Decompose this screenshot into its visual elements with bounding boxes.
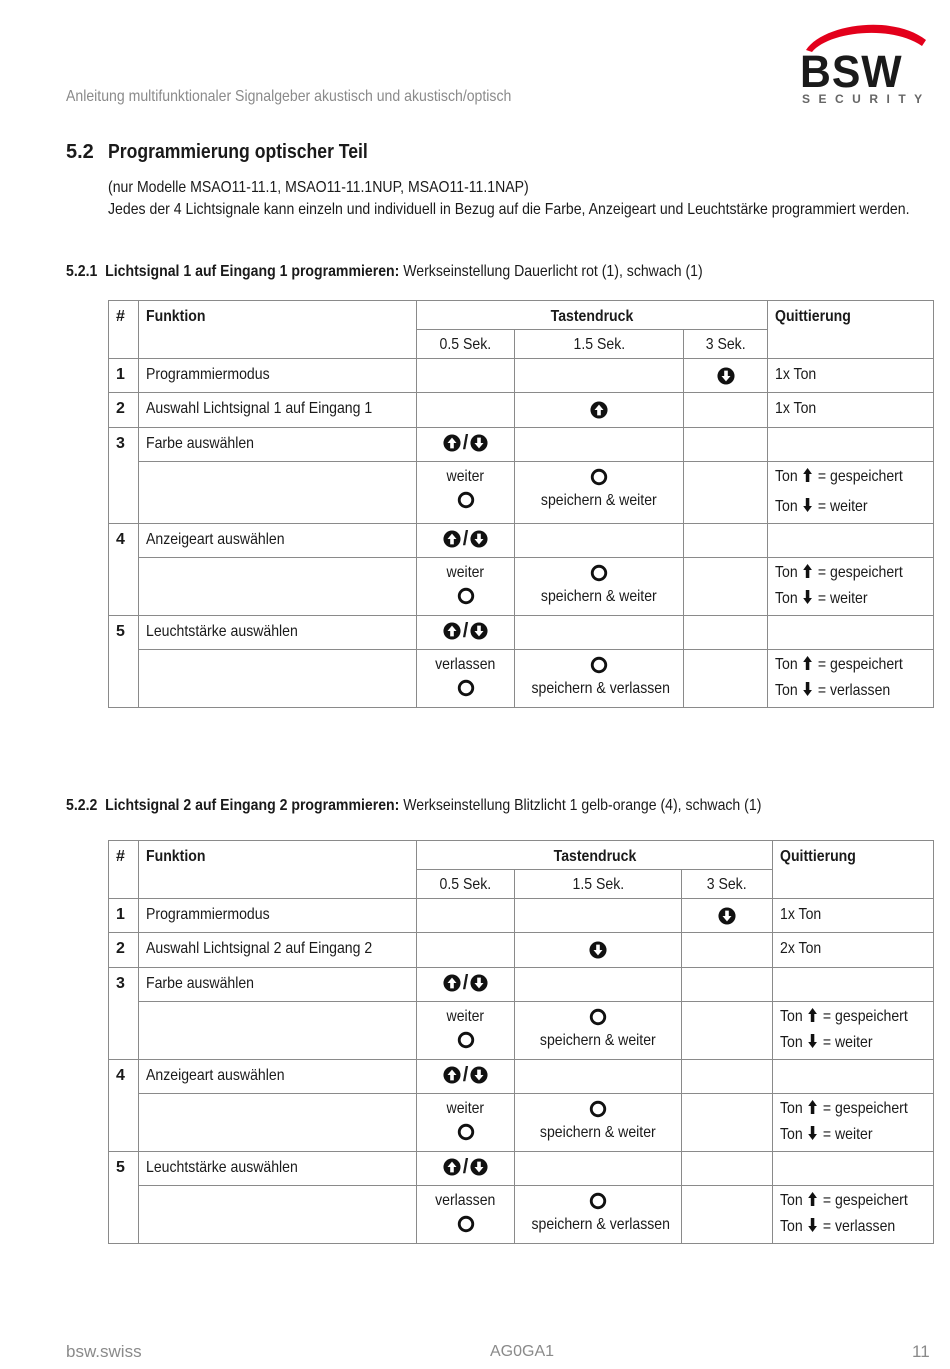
document-header-subtitle [66,88,572,106]
col-header-acknowledgement: Quittierung [773,841,934,899]
tone-down-icon [803,590,812,604]
col-header-0-5-sec: 0.5 Sek. [417,330,515,359]
tone-up-icon [808,1100,817,1114]
table-row [109,393,934,428]
col-header-3-sec: 3 Sek. [684,330,768,359]
up-down-buttons: / [443,622,489,640]
row-function: Leuchtstärke auswählen [139,616,417,650]
table-row [109,524,934,558]
table-row [109,1186,934,1244]
row-acknowledgement: 1x Ton [768,359,934,393]
col-header-function: Funktion [139,841,417,899]
footer-document-code: AG0GA1 [490,1343,555,1360]
subsection-heading-1 [66,263,790,281]
subsection-number: 5.2.1 [66,263,98,280]
row-acknowledgement: Ton = gespeichert Ton = weiter [768,558,934,616]
up-down-buttons: / [443,974,489,992]
table-row [109,1060,934,1094]
button-down-icon [589,941,607,959]
table-row [109,359,934,393]
row-function: Auswahl Lichtsignal 2 auf Eingang 2 [139,933,417,968]
button-down-icon [470,622,488,640]
button-down-icon [470,530,488,548]
row-number: 2 [109,933,139,968]
button-ring-icon [457,587,475,605]
button-ring-icon [457,1123,475,1141]
button-ring-icon [457,1031,475,1049]
table-row [109,428,934,462]
tone-down-icon [803,682,812,696]
subsection-heading-default: Werkseinstellung Dauerlicht rot (1), schwach (1) [403,263,703,280]
row-number: 5 [109,616,139,708]
button-ring-icon [589,1100,607,1118]
row-number: 1 [109,359,139,393]
section-intro [108,177,938,221]
button-ring-icon [457,1215,475,1233]
table-row [109,1002,934,1060]
col-header-0-5-sec: 0.5 Sek. [417,870,515,899]
button-down-icon [470,974,488,992]
row-acknowledgement: 1x Ton [768,393,934,428]
col-header-num: # [109,301,139,359]
action-label: verlassen [435,1192,496,1209]
row-number: 2 [109,393,139,428]
header-subtitle-text: Anleitung multifunktionaler Signalgeber akustisch und akustisch/optisch [66,88,512,105]
table-row [109,616,934,650]
intro-description: Jedes der 4 Lichtsignale kann einzeln und individuell in Bezug auf die Farbe, Anzeigeart und Leuchtstärke programmiert werden. [108,201,910,218]
button-down-icon [470,434,488,452]
bsw-security-logo [798,18,938,108]
row-function: Anzeigeart auswählen [139,1060,417,1094]
programming-table-1 [108,300,934,708]
row-acknowledgement: Ton = gespeichert Ton = weiter [768,462,934,524]
action-label: speichern & weiter [540,1032,656,1049]
button-ring-icon [590,656,608,674]
button-ring-icon [457,491,475,509]
button-down-icon [718,907,736,925]
row-number: 3 [109,428,139,524]
row-function: Farbe auswählen [139,968,417,1002]
row-acknowledgement: Ton = gespeichert Ton = verlassen [768,650,934,708]
button-up-icon [590,401,608,419]
section-title-text: Programmierung optischer Teil [108,141,368,163]
table-row [109,558,934,616]
row-acknowledgement: 1x Ton [773,899,934,933]
logo-wordmark: BSW [800,46,903,97]
action-label: weiter [446,1100,485,1117]
tone-down-icon [808,1034,817,1048]
row-number: 4 [109,524,139,616]
table-row [109,1152,934,1186]
up-down-buttons: / [443,434,489,452]
button-ring-icon [590,468,608,486]
tone-down-icon [808,1126,817,1140]
table-row [109,462,934,524]
table-row [109,933,934,968]
up-down-buttons: / [443,530,489,548]
row-number: 5 [109,1152,139,1244]
button-up-icon [443,622,461,640]
logo-security-text: SECURITY [802,92,931,106]
footer-page-number: 11 [912,1342,930,1361]
tone-up-icon [803,656,812,670]
row-function: Auswahl Lichtsignal 1 auf Eingang 1 [139,393,417,428]
col-header-function: Funktion [139,301,417,359]
tone-down-icon [808,1218,817,1232]
button-down-icon [470,1066,488,1084]
row-function: Programmiermodus [139,899,417,933]
tone-up-icon [808,1192,817,1206]
subsection-heading-bold: Lichtsignal 2 auf Eingang 2 programmieren: [105,797,400,814]
row-function: Leuchtstärke auswählen [139,1152,417,1186]
table-row [109,899,934,933]
row-function: Programmiermodus [139,359,417,393]
section-title [66,141,403,164]
subsection-heading-2 [66,797,856,815]
col-header-3-sec: 3 Sek. [682,870,773,899]
col-header-1-5-sec: 1.5 Sek. [515,870,682,899]
button-ring-icon [589,1192,607,1210]
button-down-icon [717,367,735,385]
up-down-buttons: / [443,1066,489,1084]
button-ring-icon [590,564,608,582]
button-ring-icon [589,1008,607,1026]
action-label: verlassen [435,656,496,673]
tone-down-icon [803,498,812,512]
action-label: weiter [446,468,485,485]
subsection-heading-default: Werkseinstellung Blitzlicht 1 gelb-orange (4), schwach (1) [403,797,762,814]
row-function: Farbe auswählen [139,428,417,462]
intro-models-line: (nur Modelle MSAO11-11.1, MSAO11-11.1NUP, MSAO11-11.1NAP) [108,179,529,196]
row-number: 1 [109,899,139,933]
col-header-num: # [109,841,139,899]
subsection-number: 5.2.2 [66,797,98,814]
row-acknowledgement: 2x Ton [773,933,934,968]
table-row [109,968,934,1002]
button-up-icon [443,1158,461,1176]
section-number: 5.2 [66,141,94,163]
action-label: speichern & weiter [541,588,657,605]
button-up-icon [443,1066,461,1084]
tone-up-icon [803,468,812,482]
button-up-icon [443,974,461,992]
action-label: weiter [446,564,485,581]
col-header-keypress: Tastendruck [417,301,768,330]
up-down-buttons: / [443,1158,489,1176]
col-header-acknowledgement: Quittierung [768,301,934,359]
row-number: 4 [109,1060,139,1152]
button-down-icon [470,1158,488,1176]
table-row [109,650,934,708]
action-label: speichern & weiter [540,1124,656,1141]
col-header-1-5-sec: 1.5 Sek. [515,330,684,359]
col-header-keypress: Tastendruck [417,841,773,870]
button-up-icon [443,434,461,452]
row-function: Anzeigeart auswählen [139,524,417,558]
button-up-icon [443,530,461,548]
action-label: speichern & verlassen [531,680,670,697]
table-row [109,1094,934,1152]
programming-table-2 [108,840,934,1244]
tone-up-icon [803,564,812,578]
row-acknowledgement: Ton = gespeichert Ton = verlassen [773,1186,934,1244]
button-ring-icon [457,679,475,697]
footer-website: bsw.swiss [66,1342,142,1361]
action-label: weiter [446,1008,485,1025]
row-acknowledgement: Ton = gespeichert Ton = weiter [773,1002,934,1060]
tone-up-icon [808,1008,817,1022]
action-label: speichern & verlassen [531,1216,670,1233]
row-acknowledgement: Ton = gespeichert Ton = weiter [773,1094,934,1152]
subsection-heading-bold: Lichtsignal 1 auf Eingang 1 programmieren: [105,263,400,280]
action-label: speichern & weiter [541,492,657,509]
row-number: 3 [109,968,139,1060]
